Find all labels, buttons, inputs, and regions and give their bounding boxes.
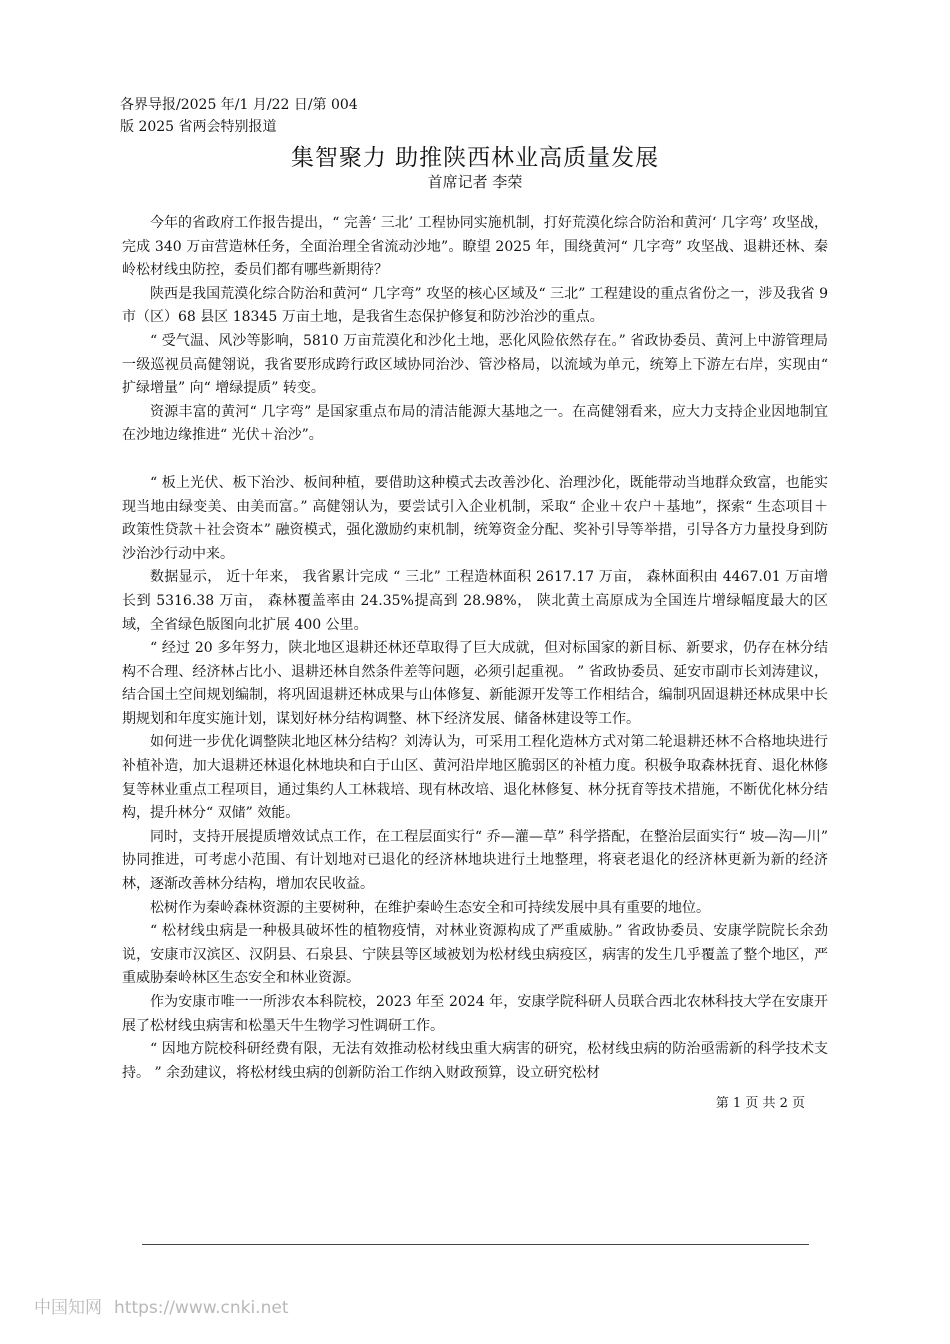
paragraph: 如何进一步优化调整陕北地区林分结构？刘涛认为，可采用工程化造林方式对第二轮退耕还林不合格地块进行补植补造，加大退耕还林退化林地块和白于山区、黄河沿岸地区脆弱区的补植力度。积极争取森林抚育、退化林修复等林业重点工程项目，通过集约人工林栽培、现有林改培、退化林修复、林分抚育等技术措施，不断优化林分结构，提升林分“ 双储” 效能。 bbox=[122, 734, 828, 822]
source-line-1: 各界导报/2025 年/1 月/22 日/第 004 bbox=[120, 97, 358, 113]
paragraph: “ 经过 20 多年努力，陕北地区退耕还林还草取得了巨大成就，但对标国家的新目标、新要求，仍存在林分结构不合理、经济林占比小、退耕还林自然条件差等问题，必须引起重视。 ” 省政协委员、延安市副市长刘涛建议，结合国土空间规划编制，将巩固退耕还林成果与山体修复、新能源开发等工作相结合，编制巩固退耕还林成果中长期规划和年度实施计划，谋划好林分结构调整、林下经济发展、储备林建设等工作。 bbox=[122, 640, 828, 727]
paragraph: 作为安康市唯一一所涉农本科院校，2023 年至 2024 年，安康学院科研人员联合西北农林科技大学在安康开展了松材线虫病害和松墨天牛生物学习性调研工作。 bbox=[122, 994, 828, 1034]
footer-divider bbox=[142, 1244, 809, 1245]
page-indicator: 第 1 页 共 2 页 bbox=[715, 1096, 805, 1111]
paragraph: 资源丰富的黄河“ 几字弯” 是国家重点布局的清洁能源大基地之一。在高健翎看来，应大力支持企业因地制宜在沙地边缘推进“ 光伏＋治沙”。 bbox=[122, 403, 828, 444]
article-author: 首席记者 李荣 bbox=[427, 173, 523, 191]
paragraph: 数据显示， 近十年来， 我省累计完成 “ 三北” 工程造林面积 2617.17 万亩， 森林面积由 4467.01 万亩增长到 5316.38 万亩， 森林覆盖率由 24.35%提高到 28.98%， 陕北黄土高原成为全国连片增绿幅度最大的区域，全省绿色版图向北扩展 400 公里。 bbox=[122, 569, 828, 633]
paragraph: 同时，支持开展提质增效试点工作，在工程层面实行“ 乔—灌—草” 科学搭配，在整治层面实行“ 坡—沟—川” 协同推进，可考虑小范围、有计划地对已退化的经济林地块进行土地整理，将衰老退化的经济林更新为新的经济林，逐渐改善林分结构，增加农民收益。 bbox=[122, 828, 828, 893]
paragraph: 今年的省政府工作报告提出，“ 完善‘ 三北’ 工程协同实施机制，打好荒漠化综合防治和黄河‘ 几字弯’ 攻坚战，完成 340 万亩营造林任务，全面治理全省流动沙地”。瞭望 2025 年，围绕黄河“ 几字弯” 攻坚战、退耕还林、秦岭松材线虫防控，委员们都有哪些新期待？ bbox=[122, 215, 828, 279]
paragraph-gap bbox=[122, 448, 828, 472]
source-line-2: 版 2025 省两会特别报道 bbox=[120, 119, 277, 135]
cnki-watermark bbox=[34, 1293, 288, 1318]
paragraph: “ 因地方院校科研经费有限，无法有效推动松材线虫重大病害的研究，松材线虫病的防治亟需新的科学技术支持。 ” 余劲建议，将松材线虫病的创新防治工作纳入财政预算，设立研究松材 bbox=[122, 1041, 828, 1081]
paragraph: 陕西是我国荒漠化综合防治和黄河“ 几字弯” 攻坚的核心区域及“ 三北” 工程建设的重点省份之一，涉及我省 9 市（区）68 县区 18345 万亩土地，是我省生态保护修复和防沙治沙的重点。 bbox=[122, 285, 828, 326]
watermark-brand: 中国知网 bbox=[34, 1298, 102, 1318]
article-title: 集智聚力 助推陕西林业高质量发展 bbox=[290, 145, 660, 171]
paragraph: “ 松材线虫病是一种极具破坏性的植物疫情，对林业资源构成了严重威胁。” 省政协委员、安康学院院长余劲说，安康市汉滨区、汉阴县、石泉县、宁陕县等区域被划为松材线虫病疫区，病害的发生几乎覆盖了整个地区，严重威胁秦岭林区生态安全和林业资源。 bbox=[122, 923, 828, 987]
paragraph: “ 受气温、风沙等影响，5810 万亩荒漠化和沙化土地，恶化风险依然存在。” 省政协委员、黄河上中游管理局一级巡视员高健翎说，我省要形成跨行政区域协同治沙、管沙格局，以流域为单元，统筹上下游左右岸，实现由“ 扩绿增量” 向“ 增绿提质” 转变。 bbox=[122, 332, 828, 397]
paragraph: “ 板上光伏、板下治沙、板间种植，要借助这种模式去改善沙化、治理沙化，既能带动当地群众致富，也能实现当地由绿变美、由美而富。” 高健翎认为，要尝试引入企业机制，采取“ 企业＋农户＋基地”，探索“ 生态项目＋政策性贷款＋社会资本” 融资模式，强化激励约束机制，统筹资金分配、奖补引导等举措，引导各方力量投身到防沙治沙行动中来。 bbox=[122, 474, 828, 562]
paragraph: 松树作为秦岭森林资源的主要树种，在维护秦岭生态安全和可持续发展中具有重要的地位。 bbox=[150, 899, 710, 916]
watermark-url[interactable]: https://www.cnki.net bbox=[114, 1298, 289, 1318]
source-info bbox=[120, 94, 358, 138]
article-body bbox=[122, 212, 828, 1085]
